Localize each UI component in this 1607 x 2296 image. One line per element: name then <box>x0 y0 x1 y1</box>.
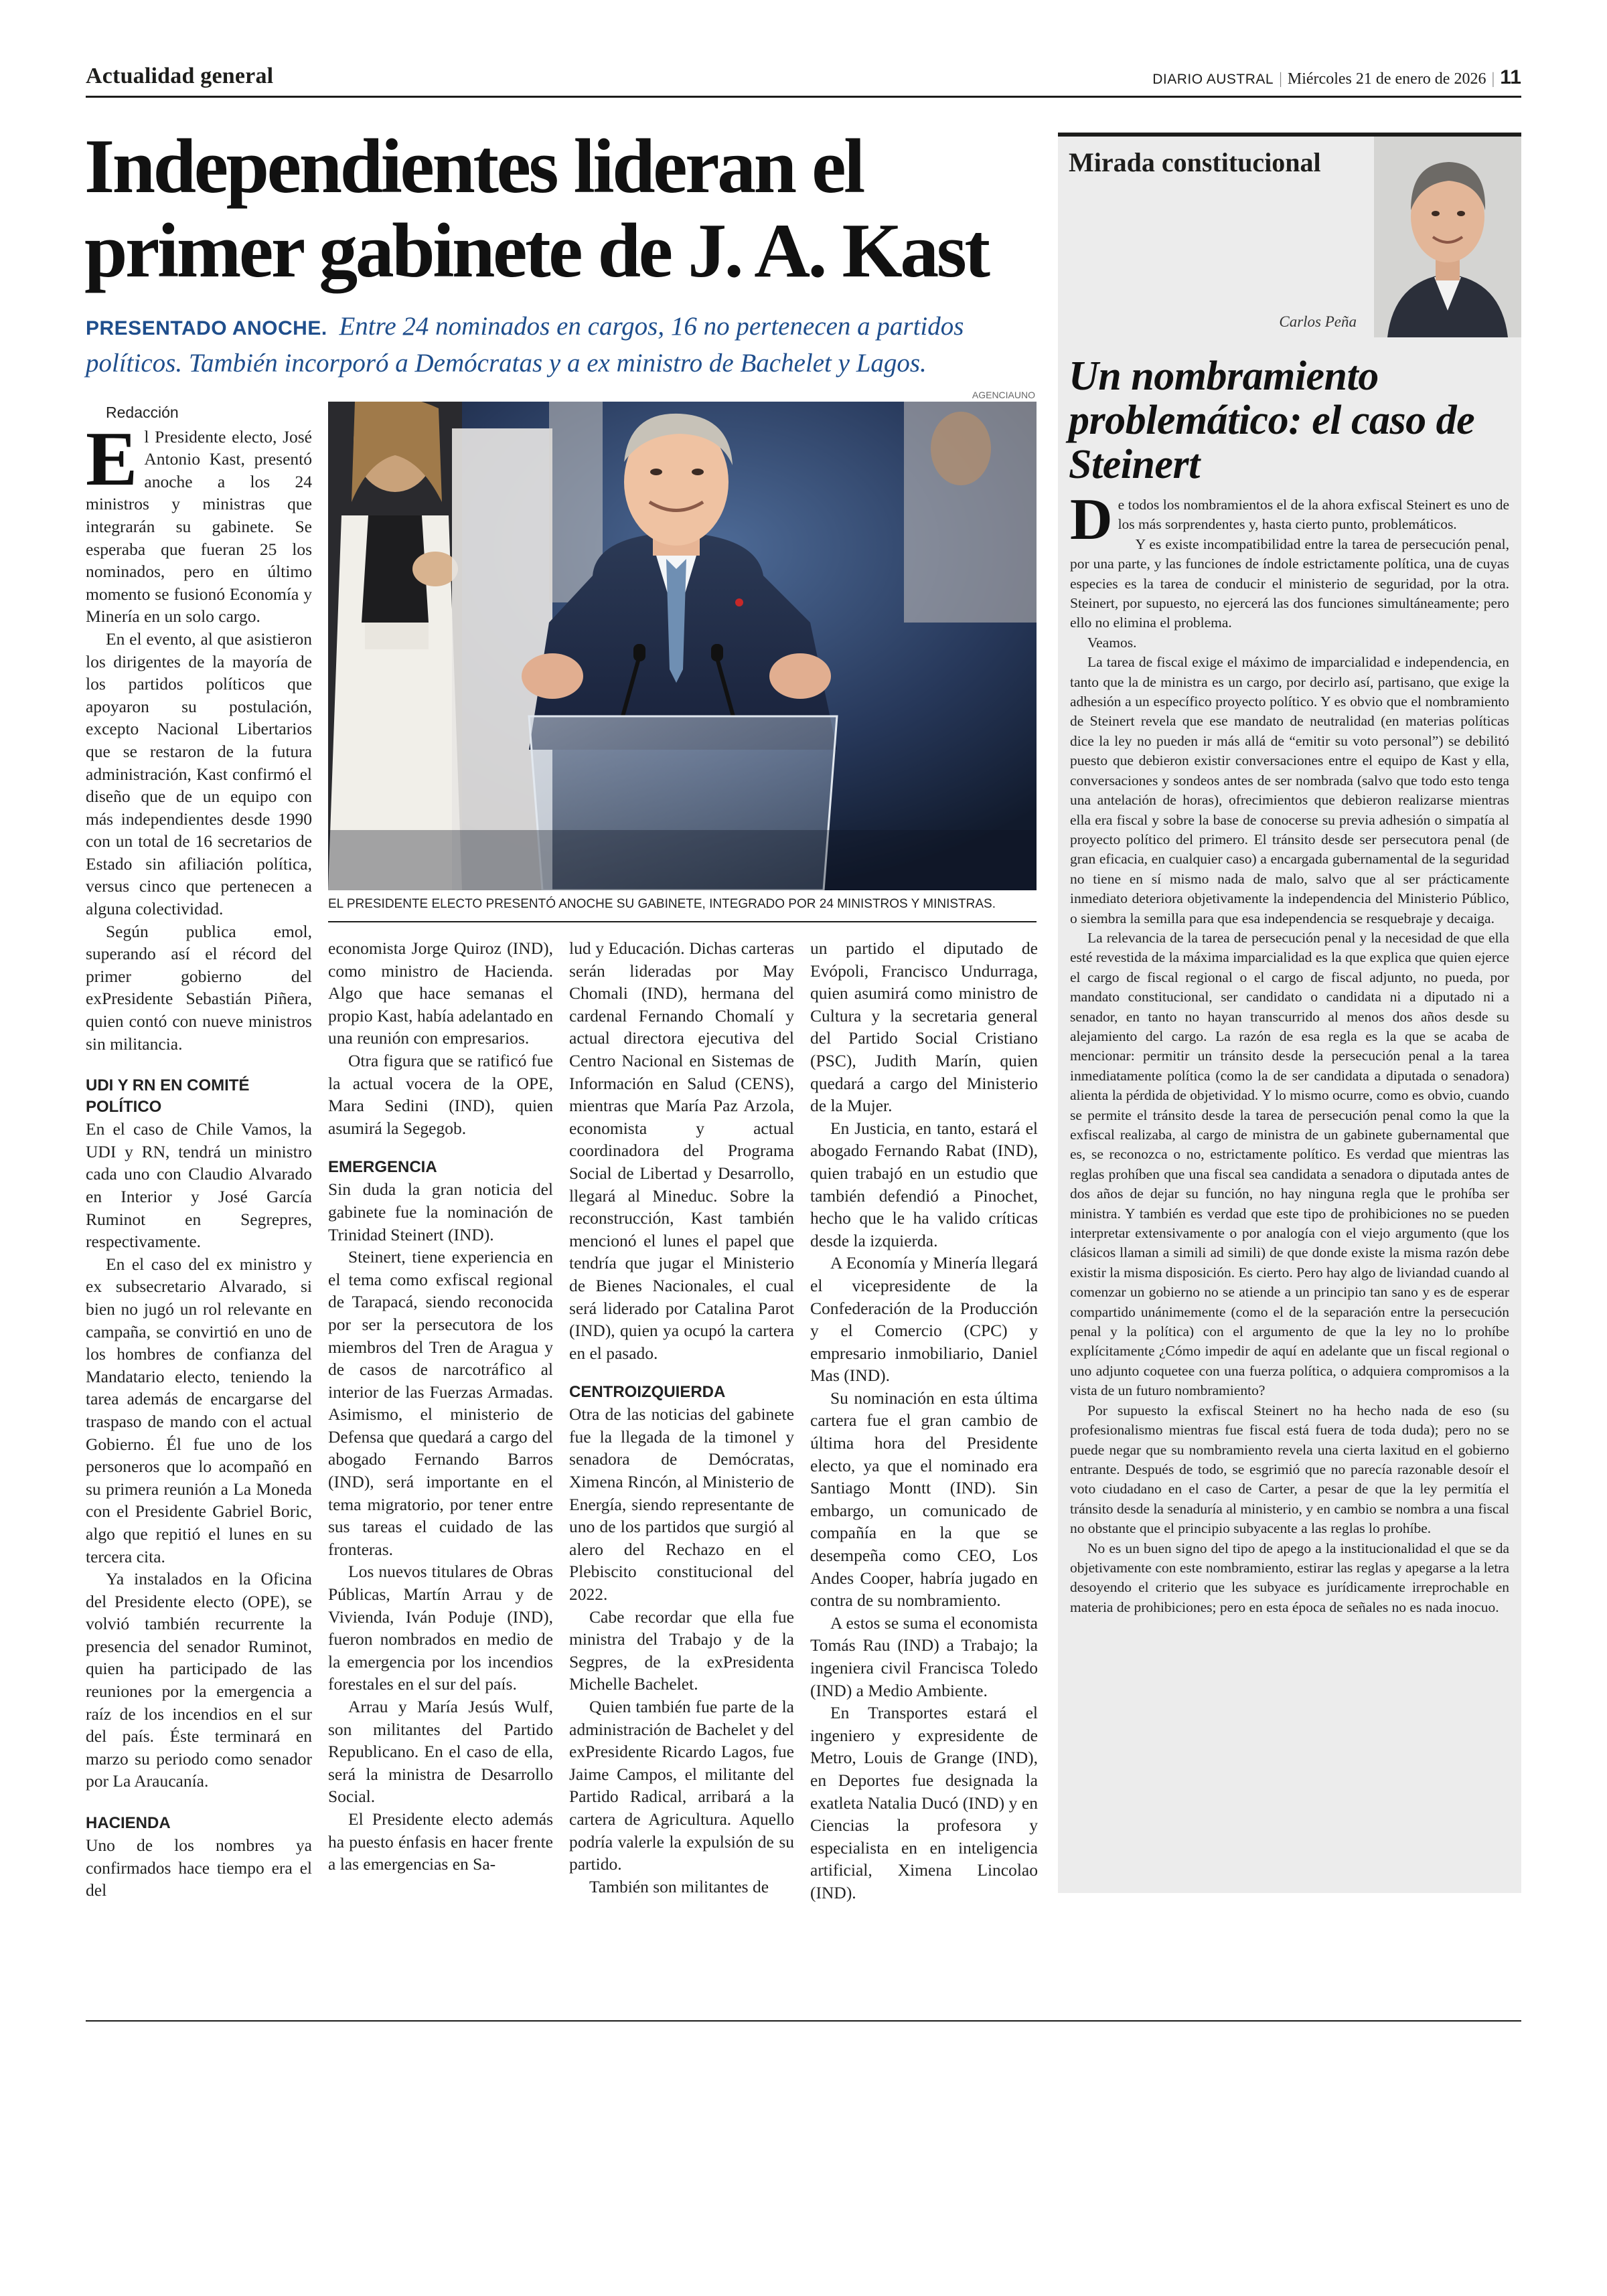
deck-text: Entre 24 nominados en cargos, 16 no pertenecen a partidos políticos. También incorporó a Demócratas y a ex ministro de Bachelet y Lagos. <box>86 312 964 378</box>
paragraph: Y es existe incompatibilidad entre la tarea de persecución penal, por una parte, y las funciones de índole estrictamente política, una de cuyas especies es la tarea de conducir el ministerio de seguridad, por la otra. Steinert, por supuesto, no ejercerá las dos funciones simultáneamente; pero ello no elimina el problema. <box>1070 536 1509 631</box>
paragraph: Sin duda la gran noticia del gabinete fue la nominación de Trinidad Steinert (IND). <box>328 1179 553 1244</box>
paragraph: Cabe recordar que ella fue ministra del Trabajo y de la Segpres, de la exPresidenta Michelle Bachelet. <box>569 1607 794 1694</box>
headline: Independientes lideran el primer gabinete de J. A. Kast <box>84 124 988 294</box>
paragraph: un partido el diputado de Evópoli, Francisco Undurraga, quien asumirá como ministro de Cultura y la secretaria general del Partido Social Cristiano (PSC), Judith Marín, quien quedará a cargo del Ministerio de la Mujer. <box>810 938 1038 1116</box>
paragraph-text: l Presidente electo, José Antonio Kast, presentó anoche a los 24 ministros y ministras que integrarán su gabinete. Se esperaba que fueran 25 los nominados, pero en último momento se fusionó Economía y Minería en un solo cargo. <box>86 426 312 627</box>
paragraph: En Transportes estará el ingeniero y expresidente de Metro, Louis de Grange (IND), en Deportes fue designada la exatleta Natalia Ducó (IND) y en Ciencias la profesora y especialista en en inteligencia artificial, Ximena Lincolao (IND). <box>810 1703 1038 1902</box>
paragraph: Uno de los nombres ya confirmados hace tiempo era el del <box>86 1835 312 1900</box>
paragraph: Veamos. <box>1087 634 1137 651</box>
subheading: EMERGENCIA <box>328 1158 437 1177</box>
photo-caption: EL PRESIDENTE ELECTO PRESENTÓ ANOCHE SU GABINETE, INTEGRADO POR 24 MINISTROS Y MINISTRAS. <box>328 897 996 911</box>
page-number: 11 <box>1500 66 1521 88</box>
main-photo <box>328 402 1037 890</box>
publication-info: DIARIO AUSTRAL | Miércoles 21 de enero de 2026 | 11 <box>1152 66 1521 88</box>
paragraph: En el caso del ex ministro y ex subsecretario Alvarado, si bien no jugó un rol relevante en campaña, se convirtió en uno de los hombres de confianza del Mandatario electo, teniendo la tarea además de encargarse del traspaso de mando con el actual Gobierno. Él fue uno de los personeros que lo acompañó en su primera reunión a La Moneda con el Presidente Gabriel Boric, algo que repitió el lunes en su tercera cita. <box>86 1254 312 1566</box>
opinion-label: Mirada constitucional <box>1069 147 1321 177</box>
paragraph: Steinert, tiene experiencia en el tema como exfiscal regional de Tarapacá, siendo reconocida por ser la persecutora de los miembros del Tren de Aragua y de casos de narcotráfico al interior de las Fuerzas Armadas. Asimismo, el ministerio de Defensa que quedará a cargo del abogado Fernando Barros (IND), será importante en el tema migratorio, por tener entre sus tareas el cuidado de las fronteras. <box>328 1247 553 1559</box>
subheading: HACIENDA <box>86 1814 171 1833</box>
paragraph: Otra figura que se ratificó fue la actual vocera de la OPE, Mara Sedini (IND), quien asumirá la Segegob. <box>328 1050 553 1138</box>
paragraph: Ya instalados en la Oficina del Presidente electo (OPE), se volvió también recurrente la presencia del senador Ruminot, quien ha participado de las reuniones por la emergencia a raíz de los incendios en el sur del país. Éste terminará en marzo su periodo como senador por La Araucanía. <box>86 1569 312 1791</box>
paragraph: economista Jorge Quiroz (IND), como ministro de Hacienda. Algo que hace semanas el propio Kast, había adelantado en una reunión con empresarios. <box>328 938 553 1048</box>
paragraph: Otra de las noticias del gabinete fue la llegada de la timonel y senadora de Demócratas, Ximena Rincón, al Ministerio de Energía, siendo representante de uno de los partidos que surgió al alero del Rechazo en el Plebiscito constitucional del 2022. <box>569 1404 794 1605</box>
paragraph: A Economía y Minería llegará el vicepresidente de la Confederación de la Producción y el Comercio (CPC) y empresario inmobiliario, Daniel Mas (IND). <box>810 1253 1038 1386</box>
page-bottom-rule <box>86 2020 1521 2022</box>
paragraph-text: e todos los nombramientos el de la ahora exfiscal Steinert es uno de los más sorprendentes y, hasta cierto punto, problemáticos. <box>1118 497 1509 533</box>
paragraph: También son militantes de <box>589 1876 769 1896</box>
publication-date: Miércoles 21 de enero de 2026 <box>1287 70 1486 88</box>
paragraph: Los nuevos titulares de Obras Públicas, Martín Arrau y de Vivienda, Iván Poduje (IND), fueron nombrados en medio de la emergencia por los incendios forestales en el sur del país. <box>328 1562 553 1694</box>
caption-divider <box>328 921 1037 922</box>
paragraph: En Justicia, en tanto, estará el abogado Fernando Rabat (IND), quien trabajó en un estudio que también defendió a Pinochet, hecho que le ha valido críticas desde la izquierda. <box>810 1118 1038 1250</box>
subheading: CENTROIZQUIERDA <box>569 1383 726 1402</box>
opinion-author: Carlos Peña <box>1279 313 1357 330</box>
paragraph: Por supuesto la exfiscal Steinert no ha hecho nada de eso (su profesionalismo mientras fue fiscal está fuera de toda duda); pero no se puede negar que su nombramiento revela una cierta laxitud en el gobierno entrante. Después de todo, se esgrimió que no parecía razonable desoír el voto ciudadano en el caso de Carter, a pesar de que la ley permitía el tránsito desde la senaduría al ministerio, y en cambio se nombra a una fiscal no obstante que el principio subyacente a las reglas lo prohíbe. <box>1070 1402 1509 1537</box>
paragraph: Su nominación en esta última cartera fue el gran cambio de última hora del Presidente electo, ya que el nominado era Santiago Montt (IND). Sin embargo, un comunicado de compañía en la que se desempeña como CEO, Los Andes Cooper, habría jugado en contra de su nombramiento. <box>810 1388 1038 1611</box>
article-column-4 <box>810 937 1038 1904</box>
publication-name: DIARIO AUSTRAL <box>1152 72 1274 87</box>
paragraph: La relevancia de la tarea de persecución penal y la necesidad de que ella esté revestida de la máxima imparcialidad es la que explica que quien ejerce el cargo de fiscal regional o el cargo de fiscal adjunto, no pueda, por mandato constitucional, ser candidato o candidata ni a diputado ni a senador, en tanto no hayan transcurrido al menos dos años desde su alejamiento del cargo. La razón de esa regla es la que se acaba de mencionar: permitir un tránsito desde la persecución penal a la tarea inmediatamente política (como la de ser candidata a diputada o senadora) alienta la pérdida de objetividad. Y lo mismo ocurre, como es obvio, cuando se permite el tránsito desde la tarea de persecución penal como la que la exfiscal realizaba, al cargo de ministra de un gabinete gubernamental que es, se reconozca o no, estrictamente político. Es verdad que mientras las reglas prohíben que una fiscal sea candidata a senadora o diputada antes de dos años de dejar su función, no hay ninguna regla que le prohíba ser ministra. Y también es verdad que este tipo de prohibiciones no se pueden interpretar extensivamente o por analogía con el viejo argumento (que los clásicos llaman a simili ad simili) de que donde existe la misma razón debe existir la misma disposición. Es cierto. Pero hay algo de liviandad cuando al comenzar un gobierno no se atiende a un principio tan sano y es de esperar compartido unánimemente (como el de la separación entre la persecución penal y la política) con el argumento de que la ley no lo prohíbe explícitamente ¿Cómo impedir de aquí en adelante que un fiscal regional o uno adjunto coquetee con una fuerza política, o adquiera compromisos a la vista de un futuro nombramiento? <box>1070 929 1509 1399</box>
opinion-title: Un nombramiento problemático: el caso de Steinert <box>1069 353 1475 487</box>
deck <box>86 309 1037 381</box>
article-column-1 <box>86 402 312 1902</box>
paragraph: En el evento, al que asistieron los dirigentes de la mayoría de los partidos políticos que apoyaron su postulación, excepto Nacional Libertarios que se restaron de la futura administración, Kast confirmó el diseño que de un equipo con más independientes desde 1990 con un total de 16 secretarios de Estado sin afiliación política, versus cinco que pertenecen a alguna colectividad. <box>86 629 312 919</box>
paragraph: A estos se suma el economista Tomás Rau (IND) a Trabajo; la ingeniera civil Francisca Toledo (IND) a Medio Ambiente. <box>810 1613 1038 1700</box>
byline: Redacción <box>106 404 179 421</box>
paragraph: El Presidente electo además ha puesto énfasis en hacer frente a las emergencias en Sa- <box>328 1809 553 1874</box>
paragraph: Arrau y María Jesús Wulf, son militantes del Partido Republicano. En el caso de ella, será la ministra de Desarrollo Social. <box>328 1697 553 1807</box>
paragraph: En el caso de Chile Vamos, la UDI y RN, tendrá un ministro cada uno con Claudio Alvarado en Interior y José García Ruminot en Segrepres, respectivamente. <box>86 1119 312 1252</box>
photo-illustration <box>328 402 1037 890</box>
page-header <box>86 64 1521 98</box>
article-column-3 <box>569 937 794 1898</box>
article-column-2 <box>328 937 553 1876</box>
dropcap: D <box>1070 487 1113 552</box>
author-photo <box>1374 137 1521 337</box>
paragraph: lud y Educación. Dichas carteras serán lideradas por May Chomali (IND), hermana del cardenal Fernando Chomalí y actual directora ejecutiva del Centro Nacional en Sistemas de Información en Salud (CENS), mientras que María Paz Arzola, economista y actual coordinadora del Programa Social de Libertad y Desarrollo, llegará al Mineduc. Sobre la reconstrucción, Kast también mencionó el lunes el papel que tendría que jugar el Ministerio de Bienes Nacionales, el cual será liderado por Catalina Parot (IND), quien ya ocupó la cartera en el pasado. <box>569 938 794 1363</box>
photo-credit: AGENCIAUNO <box>972 390 1035 400</box>
section-name: Actualidad general <box>86 64 274 88</box>
author-portrait <box>1374 137 1521 337</box>
opinion-sidebar <box>1058 133 1521 1893</box>
paragraph: Según publica emol, superando así el récord del primer gobierno del exPresidente Sebastián Piñera, quien contó con nueve ministros sin militancia. <box>86 921 312 1054</box>
subheading: UDI Y RN EN COMITÉ POLÍTICO <box>86 1076 250 1117</box>
paragraph: Quien también fue parte de la administración de Bachelet y del exPresidente Ricardo Lagos, fue Jaime Campos, el militante del Partido Radical, arribará a la cartera de Agricultura. Aquello podría valerle la expulsión de su partido. <box>569 1697 794 1874</box>
paragraph <box>1070 487 1509 552</box>
deck-kicker: PRESENTADO ANOCHE. <box>86 317 327 339</box>
paragraph: No es un buen signo del tipo de apego a la institucionalidad el que se da objetivamente con este nombramiento, estirar las reglas y apegarse a la letra desoyendo el criterio que les subyace es jurídicamente irreprochable en materia de prohibiciones; pero en esta época de señales no es nada inocuo. <box>1070 1540 1509 1615</box>
paragraph: La tarea de fiscal exige el máximo de imparcialidad e independencia, en tanto que la de ministra es un cargo, por decirlo así, partisano, que exige la adhesión a un específico proyecto político. Y es obvio que el nombramiento de Steinert revela que ese mandato de neutralidad (en materias políticas dice la ley no pueden ir más allá de “emitir su voto personal”) se debilitó puesto que debieron existir conversaciones entre el equipo de Kast y ella, conversaciones y sondeos antes de ser nombrada (salvo que todo esto tenga una antelación de horas), ofrecimientos que debieron realizarse mientras ella era fiscal y sobre la base de conocerse su previa adhesión o simpatía al proyecto político del primero. El tránsito desde ser persecutora penal (de gran eficacia, en cualquier caso) a encargada gubernamental de la seguridad no tiene en sí mismo nada de malo, salvo que al ser prácticamente inmediato deteriora objetivamente la independencia del Ministerio Público, o siembra la semilla para que esa independencia se resquebraje y decaiga. <box>1070 654 1509 926</box>
dropcap: E <box>86 416 138 502</box>
opinion-body <box>1070 487 1509 1617</box>
paragraph <box>86 416 312 628</box>
